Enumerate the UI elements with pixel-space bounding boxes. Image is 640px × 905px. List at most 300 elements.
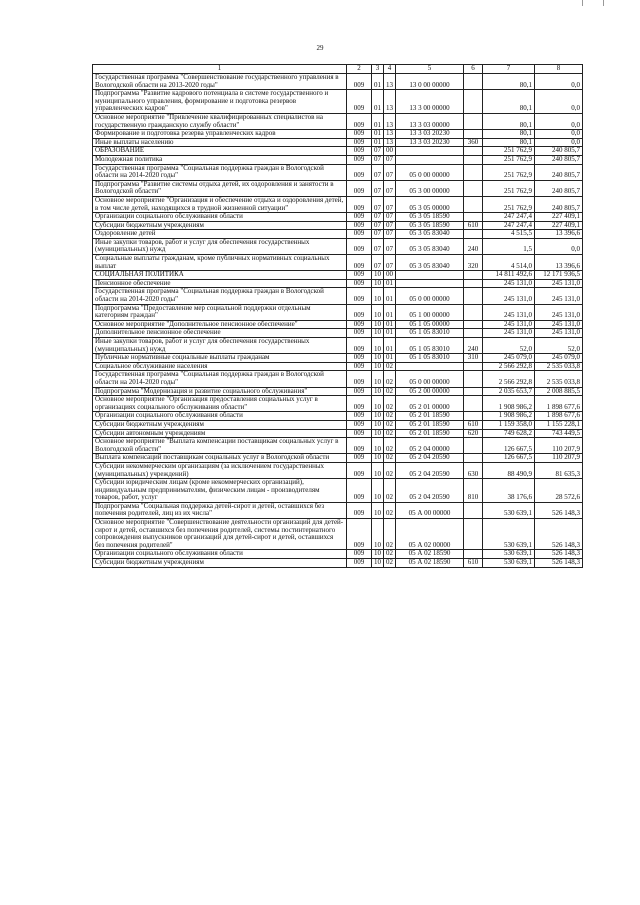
row-section-cell: 10 bbox=[372, 329, 384, 338]
row-subsection-cell: 02 bbox=[384, 387, 396, 396]
row-name-cell: Основное мероприятие "Выплата компенсации поставщикам социальных услуг в Вологодской области" bbox=[93, 438, 347, 454]
row-amount-2019-cell: 530 639,1 bbox=[483, 502, 535, 518]
row-expense-type-cell bbox=[464, 371, 483, 387]
row-subsection-cell: 02 bbox=[384, 519, 396, 550]
row-expense-type-cell bbox=[464, 90, 483, 114]
table-row bbox=[93, 255, 583, 271]
row-admin-code-cell: 009 bbox=[347, 329, 372, 338]
row-amount-2019-cell: 247 247,4 bbox=[483, 221, 535, 230]
row-section-cell: 10 bbox=[372, 320, 384, 329]
table-row bbox=[93, 304, 583, 320]
row-section-cell: 10 bbox=[372, 338, 384, 354]
table-row bbox=[93, 429, 583, 438]
row-section-cell: 01 bbox=[372, 138, 384, 147]
row-name-cell: Субсидии автономным учреждениям bbox=[93, 429, 347, 438]
row-amount-2019-cell: 2 566 292,8 bbox=[483, 362, 535, 371]
row-name-cell: Подпрограмма "Развитие кадрового потенциала в системе государственного и муниципального управления, формирование и подготовка резервов управленческих кадров" bbox=[93, 90, 347, 114]
row-target-article-cell: 05 3 05 83040 bbox=[396, 238, 464, 254]
table-row bbox=[93, 559, 583, 568]
row-amount-2019-cell: 251 762,9 bbox=[483, 180, 535, 196]
row-subsection-cell: 02 bbox=[384, 429, 396, 438]
row-target-article-cell bbox=[396, 362, 464, 371]
row-amount-2019-cell: 245 079,0 bbox=[483, 354, 535, 363]
row-expense-type-cell bbox=[464, 362, 483, 371]
table-row bbox=[93, 454, 583, 463]
row-name-cell: Социальное обслуживание населения bbox=[93, 362, 347, 371]
row-amount-2019-cell: 80,1 bbox=[483, 90, 535, 114]
row-section-cell: 01 bbox=[372, 130, 384, 139]
table-row bbox=[93, 462, 583, 478]
table-row bbox=[93, 130, 583, 139]
row-expense-type-cell bbox=[464, 279, 483, 288]
row-expense-type-cell: 610 bbox=[464, 221, 483, 230]
row-amount-2020-cell: 240 805,7 bbox=[535, 155, 583, 164]
row-amount-2019-cell: 4 515,5 bbox=[483, 230, 535, 239]
row-amount-2020-cell: 240 805,7 bbox=[535, 147, 583, 156]
row-target-article-cell bbox=[396, 271, 464, 280]
row-name-cell: Основное мероприятие "Совершенствование деятельности организаций для детей-сирот и детей, оставшихся без попечения родителей, системы постинтернатного сопровождения выпускников организаций для детей-сирот и детей, оставшихся без попечения родителей" bbox=[93, 519, 347, 550]
row-name-cell: Субсидии некоммерческим организациям (за исключением государственных (муниципальных) учреждений) bbox=[93, 462, 347, 478]
row-expense-type-cell bbox=[464, 288, 483, 304]
header-cell: 3 bbox=[372, 65, 384, 74]
row-name-cell: Организации социального обслуживания области bbox=[93, 550, 347, 559]
row-section-cell: 07 bbox=[372, 180, 384, 196]
row-amount-2020-cell: 110 207,9 bbox=[535, 454, 583, 463]
row-amount-2019-cell: 80,1 bbox=[483, 74, 535, 90]
row-name-cell: Государственная программа "Социальная поддержка граждан в Вологодской области на 2014-2020 годы" bbox=[93, 288, 347, 304]
row-target-article-cell: 05 0 00 00000 bbox=[396, 371, 464, 387]
row-target-article-cell: 05 3 05 18590 bbox=[396, 213, 464, 222]
row-amount-2019-cell: 530 639,1 bbox=[483, 559, 535, 568]
table-row bbox=[93, 519, 583, 550]
row-amount-2020-cell: 245 131,0 bbox=[535, 329, 583, 338]
row-admin-code-cell: 009 bbox=[347, 304, 372, 320]
header-cell: 6 bbox=[464, 65, 483, 74]
row-section-cell: 07 bbox=[372, 238, 384, 254]
row-section-cell: 07 bbox=[372, 255, 384, 271]
row-target-article-cell: 05 А 02 00000 bbox=[396, 519, 464, 550]
row-name-cell: Основное мероприятие "Организация предоставления социальных услуг в организациях социального обслуживания области" bbox=[93, 396, 347, 412]
row-amount-2019-cell: 749 628,2 bbox=[483, 429, 535, 438]
row-target-article-cell bbox=[396, 155, 464, 164]
table-row bbox=[93, 180, 583, 196]
row-name-cell: Выплата компенсаций поставщикам социальных услуг в Вологодской области bbox=[93, 454, 347, 463]
header-cell: 8 bbox=[535, 65, 583, 74]
row-expense-type-cell: 610 bbox=[464, 420, 483, 429]
row-subsection-cell: 13 bbox=[384, 138, 396, 147]
row-section-cell: 10 bbox=[372, 559, 384, 568]
row-expense-type-cell: 620 bbox=[464, 429, 483, 438]
row-subsection-cell: 01 bbox=[384, 320, 396, 329]
table-row bbox=[93, 354, 583, 363]
row-admin-code-cell: 009 bbox=[347, 196, 372, 212]
table-row bbox=[93, 371, 583, 387]
row-amount-2019-cell: 52,0 bbox=[483, 338, 535, 354]
row-amount-2020-cell: 12 171 936,5 bbox=[535, 271, 583, 280]
row-name-cell: Формирование и подготовка резерва управленческих кадров bbox=[93, 130, 347, 139]
row-amount-2020-cell: 526 148,3 bbox=[535, 502, 583, 518]
row-subsection-cell: 01 bbox=[384, 338, 396, 354]
row-section-cell: 10 bbox=[372, 354, 384, 363]
row-target-article-cell: 05 3 05 83040 bbox=[396, 230, 464, 239]
row-target-article-cell: 05 2 00 00000 bbox=[396, 387, 464, 396]
row-subsection-cell: 02 bbox=[384, 454, 396, 463]
row-amount-2019-cell: 251 762,9 bbox=[483, 155, 535, 164]
row-amount-2019-cell: 251 762,9 bbox=[483, 164, 535, 180]
row-subsection-cell: 07 bbox=[384, 213, 396, 222]
row-subsection-cell: 01 bbox=[384, 304, 396, 320]
row-target-article-cell bbox=[396, 147, 464, 156]
row-target-article-cell: 05 2 04 20590 bbox=[396, 454, 464, 463]
row-admin-code-cell: 009 bbox=[347, 396, 372, 412]
row-name-cell: Субсидии бюджетным учреждениям bbox=[93, 221, 347, 230]
row-expense-type-cell bbox=[464, 230, 483, 239]
row-section-cell: 10 bbox=[372, 304, 384, 320]
row-amount-2020-cell: 245 131,0 bbox=[535, 288, 583, 304]
row-amount-2020-cell: 0,0 bbox=[535, 238, 583, 254]
row-expense-type-cell bbox=[464, 519, 483, 550]
row-subsection-cell: 02 bbox=[384, 362, 396, 371]
row-target-article-cell: 05 1 05 83010 bbox=[396, 354, 464, 363]
row-section-cell: 10 bbox=[372, 371, 384, 387]
row-name-cell: Субсидии бюджетным учреждениям bbox=[93, 420, 347, 429]
row-target-article-cell: 05 0 00 00000 bbox=[396, 164, 464, 180]
row-admin-code-cell: 009 bbox=[347, 550, 372, 559]
row-admin-code-cell: 009 bbox=[347, 180, 372, 196]
header-cell: 5 bbox=[396, 65, 464, 74]
table-row bbox=[93, 213, 583, 222]
row-target-article-cell: 05 3 05 00000 bbox=[396, 196, 464, 212]
row-amount-2019-cell: 245 131,0 bbox=[483, 288, 535, 304]
row-amount-2020-cell: 240 805,7 bbox=[535, 196, 583, 212]
row-expense-type-cell bbox=[464, 113, 483, 129]
row-subsection-cell: 07 bbox=[384, 196, 396, 212]
row-amount-2020-cell: 526 148,3 bbox=[535, 550, 583, 559]
row-subsection-cell: 02 bbox=[384, 420, 396, 429]
row-amount-2019-cell: 251 762,9 bbox=[483, 196, 535, 212]
row-amount-2020-cell: 245 131,0 bbox=[535, 320, 583, 329]
row-name-cell: Основное мероприятие "Привлечение квалифицированных специалистов на государственную гражданскую службу области" bbox=[93, 113, 347, 129]
row-expense-type-cell bbox=[464, 396, 483, 412]
row-amount-2020-cell: 1 898 677,6 bbox=[535, 412, 583, 421]
table-row bbox=[93, 90, 583, 114]
row-amount-2020-cell: 2 535 033,8 bbox=[535, 362, 583, 371]
table-row bbox=[93, 113, 583, 129]
row-expense-type-cell bbox=[464, 213, 483, 222]
row-subsection-cell: 02 bbox=[384, 502, 396, 518]
row-subsection-cell: 13 bbox=[384, 74, 396, 90]
row-admin-code-cell: 009 bbox=[347, 130, 372, 139]
row-amount-2019-cell: 14 811 492,6 bbox=[483, 271, 535, 280]
table-row bbox=[93, 502, 583, 518]
row-section-cell: 07 bbox=[372, 230, 384, 239]
row-admin-code-cell: 009 bbox=[347, 320, 372, 329]
row-section-cell: 01 bbox=[372, 74, 384, 90]
row-amount-2019-cell: 1 908 986,2 bbox=[483, 412, 535, 421]
row-expense-type-cell bbox=[464, 155, 483, 164]
row-admin-code-cell: 009 bbox=[347, 255, 372, 271]
row-target-article-cell: 05 1 05 83010 bbox=[396, 338, 464, 354]
row-name-cell: Основное мероприятие "Организация и обеспечение отдыха и оздоровления детей, в том числе детей, находящихся в трудной жизненной ситуации" bbox=[93, 196, 347, 212]
row-amount-2020-cell: 526 148,3 bbox=[535, 519, 583, 550]
row-target-article-cell: 05 3 05 18590 bbox=[396, 221, 464, 230]
row-admin-code-cell: 009 bbox=[347, 412, 372, 421]
row-subsection-cell: 13 bbox=[384, 113, 396, 129]
row-amount-2020-cell: 0,0 bbox=[535, 74, 583, 90]
row-admin-code-cell: 009 bbox=[347, 354, 372, 363]
row-section-cell: 10 bbox=[372, 454, 384, 463]
row-amount-2019-cell: 1 908 986,2 bbox=[483, 396, 535, 412]
table-row bbox=[93, 362, 583, 371]
row-section-cell: 10 bbox=[372, 429, 384, 438]
table-row bbox=[93, 230, 583, 239]
row-subsection-cell: 00 bbox=[384, 271, 396, 280]
row-admin-code-cell: 009 bbox=[347, 429, 372, 438]
table-row bbox=[93, 196, 583, 212]
row-section-cell: 10 bbox=[372, 279, 384, 288]
row-section-cell: 07 bbox=[372, 221, 384, 230]
row-amount-2019-cell: 530 639,1 bbox=[483, 550, 535, 559]
table-row bbox=[93, 147, 583, 156]
row-amount-2020-cell: 13 396,6 bbox=[535, 255, 583, 271]
row-target-article-cell: 13 3 00 00000 bbox=[396, 90, 464, 114]
row-amount-2020-cell: 245 131,0 bbox=[535, 279, 583, 288]
row-amount-2019-cell: 2 566 292,8 bbox=[483, 371, 535, 387]
table-row bbox=[93, 164, 583, 180]
row-expense-type-cell bbox=[464, 304, 483, 320]
row-name-cell: Подпрограмма "Социальная поддержка детей-сирот и детей, оставшихся без попечения родителей, лиц из их числа" bbox=[93, 502, 347, 518]
row-expense-type-cell: 310 bbox=[464, 354, 483, 363]
row-amount-2020-cell: 0,0 bbox=[535, 130, 583, 139]
row-amount-2020-cell: 2 535 033,8 bbox=[535, 371, 583, 387]
row-name-cell: Подпрограмма "Модернизация и развитие социального обслуживания" bbox=[93, 387, 347, 396]
row-expense-type-cell bbox=[464, 412, 483, 421]
row-expense-type-cell: 320 bbox=[464, 255, 483, 271]
row-target-article-cell: 05 0 00 00000 bbox=[396, 288, 464, 304]
row-name-cell: Молодежная политика bbox=[93, 155, 347, 164]
row-amount-2020-cell: 245 131,0 bbox=[535, 304, 583, 320]
table-row bbox=[93, 412, 583, 421]
row-expense-type-cell bbox=[464, 180, 483, 196]
row-subsection-cell: 07 bbox=[384, 180, 396, 196]
row-target-article-cell: 13 3 03 20230 bbox=[396, 130, 464, 139]
row-name-cell: Субсидии бюджетным учреждениям bbox=[93, 559, 347, 568]
row-amount-2019-cell: 80,1 bbox=[483, 130, 535, 139]
row-amount-2020-cell: 28 572,6 bbox=[535, 479, 583, 503]
row-expense-type-cell: 240 bbox=[464, 238, 483, 254]
row-subsection-cell: 02 bbox=[384, 479, 396, 503]
row-name-cell: Организации социального обслуживания области bbox=[93, 412, 347, 421]
row-expense-type-cell bbox=[464, 130, 483, 139]
row-section-cell: 10 bbox=[372, 396, 384, 412]
row-amount-2020-cell: 1 155 228,1 bbox=[535, 420, 583, 429]
row-expense-type-cell: 360 bbox=[464, 138, 483, 147]
row-section-cell: 07 bbox=[372, 147, 384, 156]
table-row bbox=[93, 221, 583, 230]
row-section-cell: 10 bbox=[372, 550, 384, 559]
row-expense-type-cell bbox=[464, 164, 483, 180]
row-admin-code-cell: 009 bbox=[347, 147, 372, 156]
row-section-cell: 10 bbox=[372, 438, 384, 454]
row-target-article-cell: 05 2 04 00000 bbox=[396, 438, 464, 454]
row-amount-2020-cell: 1 898 677,6 bbox=[535, 396, 583, 412]
row-admin-code-cell: 009 bbox=[347, 338, 372, 354]
row-expense-type-cell bbox=[464, 196, 483, 212]
row-name-cell: ОБРАЗОВАНИЕ bbox=[93, 147, 347, 156]
row-amount-2019-cell: 251 762,9 bbox=[483, 147, 535, 156]
row-amount-2020-cell: 110 207,9 bbox=[535, 438, 583, 454]
table-row bbox=[93, 138, 583, 147]
row-amount-2019-cell: 2 035 653,7 bbox=[483, 387, 535, 396]
row-expense-type-cell: 630 bbox=[464, 462, 483, 478]
table-row bbox=[93, 479, 583, 503]
row-expense-type-cell bbox=[464, 550, 483, 559]
row-admin-code-cell: 009 bbox=[347, 279, 372, 288]
row-target-article-cell: 05 А 02 18590 bbox=[396, 550, 464, 559]
page-number: 29 bbox=[316, 44, 324, 52]
row-amount-2020-cell: 0,0 bbox=[535, 90, 583, 114]
row-name-cell: Подпрограмма "Развитие системы отдыха детей, их оздоровления и занятости в Вологодской области" bbox=[93, 180, 347, 196]
row-subsection-cell: 13 bbox=[384, 90, 396, 114]
row-target-article-cell: 05 1 05 83010 bbox=[396, 329, 464, 338]
table-row bbox=[93, 271, 583, 280]
row-name-cell: Иные выплаты населению bbox=[93, 138, 347, 147]
row-name-cell: Подпрограмма "Предоставление мер социальной поддержки отдельным категориям граждан" bbox=[93, 304, 347, 320]
header-cell: 2 bbox=[347, 65, 372, 74]
row-name-cell: СОЦИАЛЬНАЯ ПОЛИТИКА bbox=[93, 271, 347, 280]
row-subsection-cell: 07 bbox=[384, 164, 396, 180]
row-amount-2019-cell: 245 131,0 bbox=[483, 329, 535, 338]
row-target-article-cell: 13 3 03 00000 bbox=[396, 113, 464, 129]
row-section-cell: 07 bbox=[372, 155, 384, 164]
row-amount-2019-cell: 38 176,6 bbox=[483, 479, 535, 503]
row-amount-2020-cell: 245 079,0 bbox=[535, 354, 583, 363]
table-row bbox=[93, 320, 583, 329]
row-subsection-cell: 02 bbox=[384, 396, 396, 412]
row-amount-2020-cell: 227 409,1 bbox=[535, 213, 583, 222]
row-expense-type-cell bbox=[464, 329, 483, 338]
row-amount-2019-cell: 1 159 358,0 bbox=[483, 420, 535, 429]
row-section-cell: 01 bbox=[372, 113, 384, 129]
row-section-cell: 10 bbox=[372, 519, 384, 550]
row-amount-2019-cell: 126 667,5 bbox=[483, 438, 535, 454]
row-target-article-cell: 13 0 00 00000 bbox=[396, 74, 464, 90]
table-row bbox=[93, 238, 583, 254]
row-admin-code-cell: 009 bbox=[347, 420, 372, 429]
row-section-cell: 10 bbox=[372, 479, 384, 503]
row-expense-type-cell: 610 bbox=[464, 559, 483, 568]
row-subsection-cell: 07 bbox=[384, 230, 396, 239]
row-amount-2019-cell: 4 514,0 bbox=[483, 255, 535, 271]
row-expense-type-cell bbox=[464, 271, 483, 280]
row-amount-2020-cell: 81 635,3 bbox=[535, 462, 583, 478]
row-name-cell: Иные закупки товаров, работ и услуг для обеспечения государственных (муниципальных) нужд bbox=[93, 238, 347, 254]
row-subsection-cell: 02 bbox=[384, 550, 396, 559]
row-subsection-cell: 02 bbox=[384, 462, 396, 478]
row-name-cell: Государственная программа "Социальная поддержка граждан в Вологодской области на 2014-2020 годы" bbox=[93, 164, 347, 180]
row-target-article-cell: 05 2 01 18590 bbox=[396, 420, 464, 429]
row-name-cell: Публичные нормативные социальные выплаты гражданам bbox=[93, 354, 347, 363]
budget-table bbox=[92, 64, 583, 568]
row-amount-2019-cell: 245 131,0 bbox=[483, 279, 535, 288]
row-expense-type-cell: 810 bbox=[464, 479, 483, 503]
table-row bbox=[93, 329, 583, 338]
row-admin-code-cell: 009 bbox=[347, 90, 372, 114]
row-expense-type-cell: 240 bbox=[464, 338, 483, 354]
row-amount-2019-cell: 1,5 bbox=[483, 238, 535, 254]
row-admin-code-cell: 009 bbox=[347, 438, 372, 454]
row-section-cell: 10 bbox=[372, 462, 384, 478]
row-section-cell: 07 bbox=[372, 196, 384, 212]
row-section-cell: 07 bbox=[372, 164, 384, 180]
row-subsection-cell: 01 bbox=[384, 329, 396, 338]
table-row bbox=[93, 155, 583, 164]
row-amount-2019-cell: 245 131,0 bbox=[483, 320, 535, 329]
row-target-article-cell: 05 2 01 18590 bbox=[396, 412, 464, 421]
row-admin-code-cell: 009 bbox=[347, 221, 372, 230]
row-name-cell: Государственная программа "Совершенствование государственного управления в Вологодской области на 2013-2020 годы" bbox=[93, 74, 347, 90]
row-name-cell: Социальные выплаты гражданам, кроме публичных нормативных социальных выплат bbox=[93, 255, 347, 271]
row-subsection-cell: 00 bbox=[384, 147, 396, 156]
row-name-cell: Субсидии юридическим лицам (кроме некоммерческих организаций), индивидуальным предпринимателям, физическим лицам - производителям товаров, работ, услуг bbox=[93, 479, 347, 503]
row-expense-type-cell bbox=[464, 320, 483, 329]
row-admin-code-cell: 009 bbox=[347, 288, 372, 304]
row-target-article-cell: 05 2 04 20590 bbox=[396, 479, 464, 503]
row-subsection-cell: 01 bbox=[384, 288, 396, 304]
row-target-article-cell: 05 А 00 00000 bbox=[396, 502, 464, 518]
row-section-cell: 07 bbox=[372, 213, 384, 222]
row-amount-2020-cell: 227 409,1 bbox=[535, 221, 583, 230]
row-target-article-cell: 05 1 05 00000 bbox=[396, 320, 464, 329]
row-target-article-cell: 13 3 03 20230 bbox=[396, 138, 464, 147]
row-name-cell: Основное мероприятие "Дополнительное пенсионное обеспечение" bbox=[93, 320, 347, 329]
row-name-cell: Организации социального обслуживания области bbox=[93, 213, 347, 222]
row-name-cell: Оздоровление детей bbox=[93, 230, 347, 239]
header-row bbox=[93, 65, 583, 74]
row-target-article-cell: 05 А 02 18590 bbox=[396, 559, 464, 568]
row-amount-2020-cell: 240 805,7 bbox=[535, 164, 583, 180]
row-target-article-cell: 05 2 01 00000 bbox=[396, 396, 464, 412]
row-name-cell: Государственная программа "Социальная поддержка граждан в Вологодской области на 2014-2020 годы" bbox=[93, 371, 347, 387]
row-subsection-cell: 01 bbox=[384, 279, 396, 288]
row-amount-2019-cell: 80,1 bbox=[483, 138, 535, 147]
row-subsection-cell: 02 bbox=[384, 438, 396, 454]
row-subsection-cell: 07 bbox=[384, 155, 396, 164]
table-row bbox=[93, 438, 583, 454]
row-subsection-cell: 07 bbox=[384, 255, 396, 271]
row-section-cell: 10 bbox=[372, 420, 384, 429]
row-amount-2020-cell: 526 148,3 bbox=[535, 559, 583, 568]
row-admin-code-cell: 009 bbox=[347, 155, 372, 164]
table-row bbox=[93, 338, 583, 354]
row-amount-2020-cell: 52,0 bbox=[535, 338, 583, 354]
row-amount-2019-cell: 530 639,1 bbox=[483, 519, 535, 550]
row-expense-type-cell bbox=[464, 387, 483, 396]
row-admin-code-cell: 009 bbox=[347, 213, 372, 222]
row-amount-2020-cell: 743 449,5 bbox=[535, 429, 583, 438]
row-name-cell: Дополнительное пенсионное обеспечение bbox=[93, 329, 347, 338]
row-target-article-cell: 05 1 00 00000 bbox=[396, 304, 464, 320]
row-subsection-cell: 02 bbox=[384, 559, 396, 568]
row-admin-code-cell: 009 bbox=[347, 113, 372, 129]
row-expense-type-cell bbox=[464, 438, 483, 454]
row-amount-2020-cell: 2 008 885,5 bbox=[535, 387, 583, 396]
row-amount-2020-cell: 0,0 bbox=[535, 113, 583, 129]
row-subsection-cell: 07 bbox=[384, 238, 396, 254]
header-cell: 1 bbox=[93, 65, 347, 74]
row-amount-2020-cell: 240 805,7 bbox=[535, 180, 583, 196]
row-target-article-cell bbox=[396, 279, 464, 288]
